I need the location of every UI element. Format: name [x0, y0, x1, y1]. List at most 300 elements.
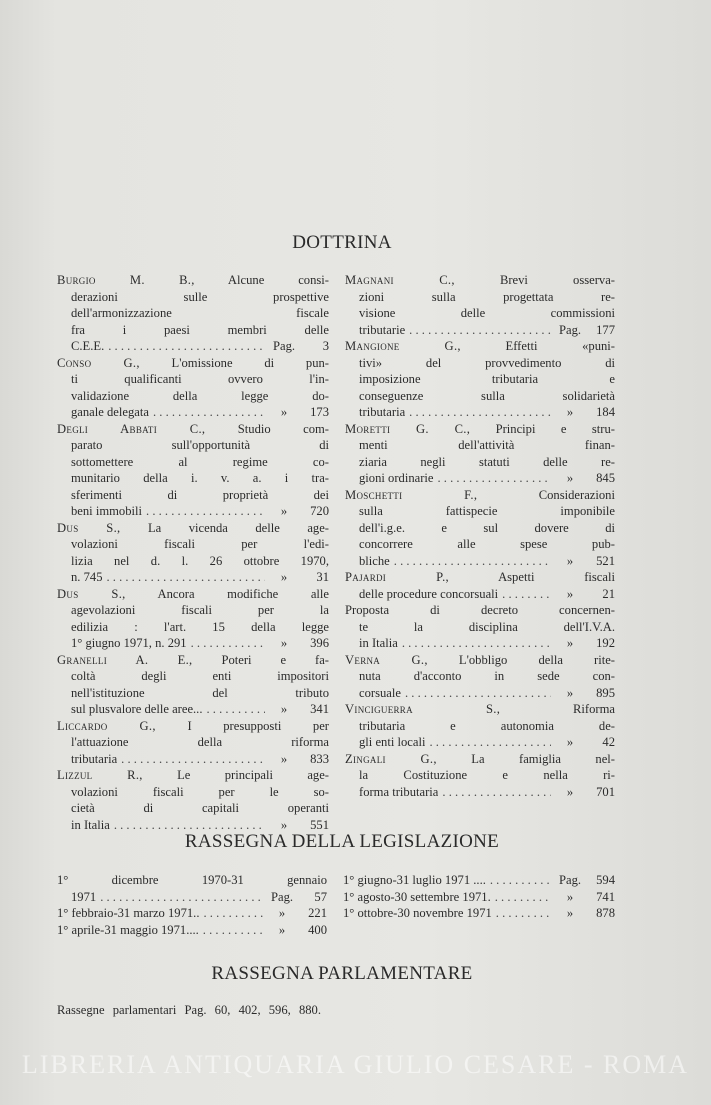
- entry-text: [359, 536, 615, 553]
- index-entry: [57, 905, 327, 922]
- entry-line: [345, 487, 615, 504]
- entry-line: [57, 437, 329, 454]
- dottrina-left-column: [57, 272, 329, 833]
- page-number: 895: [596, 685, 615, 700]
- entry-author: Granelli A. E.,: [57, 652, 193, 667]
- entry-line: [345, 569, 615, 586]
- entry-text: [71, 734, 329, 751]
- entry-line: [345, 338, 615, 355]
- entry-text: [359, 404, 405, 421]
- entry-text: [345, 701, 615, 718]
- entry-line: [345, 751, 615, 768]
- index-entry: [57, 586, 329, 652]
- leader-dots: [438, 470, 552, 487]
- entry-line: [57, 784, 329, 801]
- entry-text: [71, 751, 117, 768]
- entry-text-line: corsuale: [359, 685, 401, 700]
- entry-text: [57, 272, 329, 289]
- page-number: 833: [310, 751, 329, 766]
- page-number: 341: [310, 702, 329, 716]
- entry-text-line: sulla fattispecie imponibile: [359, 504, 615, 518]
- entry-text-line: agevolazioni fiscali per la: [71, 603, 329, 617]
- entry-text-line: forma tributaria: [359, 784, 439, 799]
- entry-line: [57, 701, 329, 718]
- index-entry: [345, 751, 615, 801]
- legislazione-left-column: [57, 872, 327, 938]
- index-entry: [345, 701, 615, 751]
- entry-line: [345, 470, 615, 487]
- index-entry: [57, 922, 327, 939]
- page-number: 878: [596, 906, 615, 920]
- leader-dots: [206, 701, 265, 718]
- entry-author: Magnani C.,: [345, 273, 455, 287]
- entry-line: [57, 487, 329, 504]
- entry-text-line: cietà di capitali operanti: [71, 801, 329, 815]
- entry-text-line: Considerazioni: [538, 487, 615, 502]
- entry-line: [57, 569, 329, 586]
- entry-author: Dus S.,: [57, 520, 121, 535]
- page-marker: »: [280, 570, 288, 584]
- page-marker: »: [566, 784, 574, 799]
- entry-text: [359, 454, 615, 471]
- index-entry: [57, 652, 329, 718]
- entry-text-line: validazione della legge do-: [71, 388, 329, 403]
- entry-text: [57, 905, 199, 922]
- index-entry: [345, 421, 615, 487]
- entry-text-line: 1° ottobre-30 novembre 1971: [343, 906, 492, 920]
- entry-line: [57, 734, 329, 751]
- leader-dots: [153, 404, 265, 421]
- entry-text: [71, 454, 329, 471]
- page-number: 57: [314, 889, 327, 904]
- entry-line: [345, 718, 615, 735]
- entry-author: Vinciguerra S.,: [345, 702, 501, 716]
- page-number: 521: [596, 553, 615, 568]
- leader-dots: [405, 685, 551, 702]
- entry-text-line: I presupposti per: [187, 718, 329, 733]
- leader-dots: [429, 734, 551, 751]
- entry-text: [359, 635, 398, 652]
- entry-line: [345, 553, 615, 570]
- entry-text-line: bliche: [359, 553, 390, 568]
- dottrina-right-column: [345, 272, 615, 800]
- entry-text: [71, 602, 329, 619]
- entry-text: [57, 586, 329, 603]
- entry-line: [57, 872, 327, 889]
- entry-text: [71, 487, 329, 504]
- entry-line: [345, 734, 615, 751]
- entry-author: Degli Abbati C.,: [57, 421, 206, 436]
- index-entry: [57, 767, 329, 833]
- entry-text: [57, 718, 329, 735]
- entry-text: [345, 487, 615, 504]
- entry-text: [71, 536, 329, 553]
- page-marker: Pag.: [272, 339, 296, 353]
- page-number: 400: [308, 922, 327, 937]
- entry-text: [359, 734, 425, 751]
- page-marker: Pag.: [558, 873, 582, 887]
- entry-text: [359, 322, 405, 339]
- index-entry: [57, 421, 329, 520]
- page-marker: »: [566, 735, 574, 749]
- entry-text: [359, 553, 390, 570]
- entry-author: Conso G.,: [57, 355, 140, 370]
- entry-line: [57, 800, 329, 817]
- entry-line: [345, 685, 615, 702]
- entry-text: [71, 437, 329, 454]
- entry-text-line: volazioni fiscali per le so-: [71, 784, 329, 799]
- entry-text: [71, 388, 329, 405]
- leader-dots: [402, 635, 551, 652]
- entry-text: [359, 388, 615, 405]
- entry-text-line: gli enti locali: [359, 735, 426, 749]
- entry-line: [345, 635, 615, 652]
- entry-text-line: Brevi osserva-: [499, 273, 615, 287]
- entry-line: [345, 305, 615, 322]
- section-title-legislazione: RASSEGNA DELLA LEGISLAZIONE: [184, 831, 500, 852]
- entry-text-line: L'omissione di pun-: [171, 355, 329, 370]
- entry-text: [57, 652, 329, 669]
- entry-line: [57, 718, 329, 735]
- entry-text: [71, 305, 329, 322]
- leader-dots: [442, 784, 551, 801]
- leader-dots: [100, 889, 263, 906]
- entry-text: [71, 503, 142, 520]
- entry-text-line: dell'armonizzazione fiscale: [71, 306, 329, 320]
- entry-line: [343, 889, 615, 906]
- entry-text: [359, 520, 615, 537]
- entry-text-line: 1° giugno 1971, n. 291: [71, 636, 187, 650]
- entry-text-line: nell'istituzione del tributo: [71, 685, 329, 700]
- entry-line: [57, 668, 329, 685]
- entry-line: [345, 784, 615, 801]
- entry-text: [359, 668, 615, 685]
- entry-text-line: 1° dicembre 1970-31 gennaio: [57, 873, 327, 887]
- entry-line: [57, 652, 329, 669]
- legislazione-right-column: [343, 872, 615, 922]
- watermark: LIBRERIA ANTIQUARIA GIULIO CESARE - ROMA: [21, 1050, 690, 1079]
- page-marker: »: [566, 405, 574, 419]
- entry-text-line: Ancora modifiche alle: [157, 586, 329, 601]
- entry-author: Mangione G.,: [345, 339, 461, 353]
- entry-text-line: La famiglia nel-: [471, 751, 615, 766]
- entry-line: [343, 905, 615, 922]
- leader-dots: [146, 503, 265, 520]
- entry-text-line: delle procedure concorsuali: [359, 586, 499, 601]
- page-number: 701: [596, 784, 615, 799]
- entry-text: [345, 652, 615, 669]
- entry-text: [345, 602, 615, 619]
- page-marker: »: [566, 471, 574, 485]
- entry-line: [345, 536, 615, 553]
- entry-text-line: tivi» del provvedimento di: [359, 355, 615, 370]
- entry-author: Dus S.,: [57, 586, 126, 601]
- entry-line: [57, 371, 329, 388]
- entry-text-line: 1° aprile-31 maggio 1971....: [57, 922, 199, 937]
- entry-line: [57, 905, 327, 922]
- page-number: 184: [596, 405, 615, 419]
- entry-line: [345, 586, 615, 603]
- entry-line: [57, 922, 327, 939]
- entry-text-line: in Italia: [359, 636, 398, 650]
- entry-text-line: Proposta di decreto concernen-: [345, 603, 615, 617]
- entry-line: [345, 503, 615, 520]
- page-number: 594: [596, 873, 615, 887]
- entry-text-line: Poteri e fa-: [221, 652, 329, 667]
- leader-dots: [108, 338, 265, 355]
- entry-text-line: Riforma: [573, 702, 615, 716]
- entry-text-line: sul plusvalore delle aree...: [71, 702, 203, 716]
- page-marker: Pag.: [558, 322, 582, 337]
- entry-text: [71, 569, 102, 586]
- entry-line: [57, 751, 329, 768]
- page-number: 173: [310, 405, 329, 419]
- entry-text-line: tributarie: [359, 322, 406, 337]
- entry-text: [359, 305, 615, 322]
- entry-line: [345, 602, 615, 619]
- entry-text: [345, 338, 615, 355]
- entry-line: [345, 701, 615, 718]
- entry-text: [71, 701, 202, 718]
- entry-text: [57, 355, 329, 372]
- entry-line: [57, 520, 329, 537]
- entry-line: [57, 536, 329, 553]
- entry-line: [57, 388, 329, 405]
- page-marker: »: [566, 586, 574, 601]
- leader-dots: [409, 404, 551, 421]
- entry-text: [71, 635, 187, 652]
- entry-author: Pajardi P.,: [345, 570, 449, 584]
- page-marker: »: [566, 636, 574, 650]
- entry-text: [359, 784, 438, 801]
- entry-line: [57, 503, 329, 520]
- entry-text-line: 1971: [71, 889, 97, 904]
- entry-text: [71, 404, 149, 421]
- entry-line: [343, 872, 615, 889]
- entry-line: [57, 355, 329, 372]
- entry-text-line: Effetti «puni-: [505, 339, 615, 353]
- leader-dots: [490, 872, 551, 889]
- entry-line: [345, 388, 615, 405]
- entry-line: [57, 272, 329, 289]
- index-entry: [345, 602, 615, 652]
- page-number: 21: [602, 586, 615, 601]
- index-entry: [345, 569, 615, 602]
- entry-text: [57, 421, 329, 438]
- entry-text: [71, 784, 329, 801]
- entry-text-line: 1° febbraio-31 marzo 1971..: [57, 906, 200, 920]
- leader-dots: [121, 751, 265, 768]
- entry-text: [57, 922, 199, 939]
- index-entry: [57, 272, 329, 355]
- leader-dots: [106, 569, 265, 586]
- page-marker: »: [280, 817, 288, 832]
- leader-dots: [409, 322, 551, 339]
- entry-text: [71, 289, 329, 306]
- entry-text-line: ziaria negli statuti delle re-: [359, 454, 615, 469]
- entry-text-line: zioni sulla progettata re-: [359, 289, 615, 304]
- entry-text: [343, 889, 491, 906]
- entry-text: [345, 272, 615, 289]
- entry-line: [57, 767, 329, 784]
- page-number: 177: [596, 322, 615, 337]
- entry-text-line: tributaria: [359, 405, 406, 419]
- entry-text: [359, 470, 434, 487]
- page-number: 396: [310, 636, 329, 650]
- entry-text: [345, 421, 615, 438]
- entry-line: [57, 470, 329, 487]
- entry-line: [345, 454, 615, 471]
- entry-text-line: Principi e stru-: [495, 421, 615, 436]
- entry-text-line: coltà degli enti impositori: [71, 669, 329, 683]
- leader-dots: [191, 635, 265, 652]
- leader-dots: [203, 905, 263, 922]
- index-entry: [345, 652, 615, 702]
- entry-text: [57, 872, 327, 889]
- entry-line: [345, 404, 615, 421]
- entry-text-line: gioni ordinarie: [359, 471, 434, 485]
- index-entry: [345, 338, 615, 421]
- entry-text: [71, 338, 104, 355]
- entry-text-line: 1° giugno-31 luglio 1971 ....: [343, 873, 486, 887]
- page-marker: »: [280, 751, 288, 766]
- section-title-parlamentare: RASSEGNA PARLAMENTARE: [211, 963, 473, 984]
- entry-text-line: in Italia: [71, 817, 110, 832]
- entry-author: Moretti G. C.,: [345, 421, 471, 436]
- entry-line: [345, 355, 615, 372]
- entry-text: [71, 619, 329, 636]
- entry-line: [57, 553, 329, 570]
- entry-text-line: fra i paesi membri delle: [71, 322, 329, 337]
- entry-author: Zingali G.,: [345, 751, 437, 766]
- entry-line: [345, 322, 615, 339]
- entry-text-line: concorrere alle spese pub-: [359, 537, 615, 551]
- entry-text-line: Le principali age-: [177, 768, 329, 782]
- entry-line: [57, 289, 329, 306]
- entry-text-line: sferimenti di proprietà dei: [71, 487, 329, 502]
- entry-line: [57, 619, 329, 636]
- entry-text: [71, 889, 96, 906]
- entry-text: [359, 371, 615, 388]
- entry-text-line: munitario della i. v. a. i tra-: [71, 471, 329, 485]
- entry-text-line: tributaria e autonomia de-: [359, 718, 615, 733]
- entry-text-line: lizia nel d. l. 26 ottobre 1970,: [71, 553, 329, 568]
- entry-text-line: conseguenze sulla solidarietà: [359, 388, 615, 403]
- entry-text: [343, 872, 486, 889]
- entry-text-line: l'attuazione della riforma: [71, 735, 329, 749]
- entry-text-line: n. 745: [71, 570, 103, 584]
- entry-text-line: menti dell'attività finan-: [359, 438, 615, 452]
- page-number: 31: [316, 570, 329, 584]
- entry-text-line: nuta d'acconto in sede con-: [359, 669, 615, 683]
- entry-text-line: edilizia : l'art. 15 della legge: [71, 619, 329, 634]
- index-entry: [343, 889, 615, 906]
- index-entry: [57, 718, 329, 768]
- entry-text-line: sottomettere al regime co-: [71, 454, 329, 469]
- leader-dots: [203, 922, 263, 939]
- entry-author: Moschetti F.,: [345, 487, 478, 502]
- entry-line: [57, 421, 329, 438]
- entry-text: [345, 569, 615, 586]
- entry-text: [345, 751, 615, 768]
- page-marker: Pag.: [270, 889, 294, 904]
- entry-text-line: C.E.E.: [71, 339, 105, 353]
- entry-text: [359, 718, 615, 735]
- entry-text-line: Alcune consi-: [227, 273, 329, 287]
- entry-author: Liccardo G.,: [57, 718, 156, 733]
- entry-line: [345, 371, 615, 388]
- page-marker: »: [566, 553, 574, 568]
- entry-line: [345, 272, 615, 289]
- page-marker: »: [280, 504, 288, 518]
- entry-line: [57, 586, 329, 603]
- entry-text: [359, 437, 615, 454]
- page-marker: »: [278, 922, 286, 937]
- entry-text: [71, 685, 329, 702]
- page-marker: »: [278, 906, 286, 920]
- entry-text-line: visione delle commissioni: [359, 306, 615, 320]
- entry-text: [359, 685, 401, 702]
- entry-text-line: La vicenda delle age-: [147, 520, 329, 535]
- entry-text: [359, 619, 615, 636]
- entry-line: [57, 889, 327, 906]
- index-entry: [57, 872, 327, 905]
- page-marker: »: [566, 889, 574, 904]
- page-number: 42: [602, 735, 615, 749]
- section-title-dottrina: DOTTRINA: [292, 232, 392, 253]
- entry-line: [57, 635, 329, 652]
- entry-text: [71, 553, 329, 570]
- entry-line: [345, 421, 615, 438]
- page-marker: »: [280, 702, 288, 716]
- entry-line: [57, 404, 329, 421]
- parlamentare-text: Rassegne parlamentari Pag. 60, 402, 596, 880.: [57, 1003, 321, 1017]
- page-number: 221: [308, 906, 327, 920]
- entry-line: [345, 520, 615, 537]
- entry-line: [57, 602, 329, 619]
- entry-text: [359, 586, 498, 603]
- entry-text-line: imposizione tributaria e: [359, 372, 615, 386]
- page-number: 3: [322, 339, 329, 353]
- entry-text-line: tributaria: [71, 751, 118, 766]
- page-number: 845: [596, 471, 615, 485]
- page-marker: »: [280, 636, 288, 650]
- index-entry: [345, 487, 615, 570]
- entry-text: [71, 668, 329, 685]
- entry-line: [57, 322, 329, 339]
- entry-line: [57, 685, 329, 702]
- entry-text: [359, 503, 615, 520]
- page-marker: »: [566, 685, 574, 700]
- entry-text-line: dell'i.g.e. e sul dovere di: [359, 520, 615, 535]
- entry-text-line: ti qualificanti ovvero l'in-: [71, 372, 329, 386]
- entry-text-line: volazioni fiscali per l'edi-: [71, 537, 329, 551]
- entry-text: [71, 800, 329, 817]
- page-number: 720: [310, 504, 329, 518]
- entry-text-line: L'obbligo della rite-: [458, 652, 615, 667]
- entry-text-line: beni immobili: [71, 504, 143, 518]
- entry-author: Verna G.,: [345, 652, 428, 667]
- page-number: 551: [310, 817, 329, 832]
- entry-text-line: derazioni sulle prospettive: [71, 289, 329, 304]
- entry-line: [345, 652, 615, 669]
- page-marker: »: [566, 906, 574, 920]
- entry-text: [359, 355, 615, 372]
- entry-line: [57, 338, 329, 355]
- entry-line: [57, 454, 329, 471]
- entry-text-line: te la disciplina dell'I.V.A.: [359, 619, 615, 634]
- entry-line: [57, 305, 329, 322]
